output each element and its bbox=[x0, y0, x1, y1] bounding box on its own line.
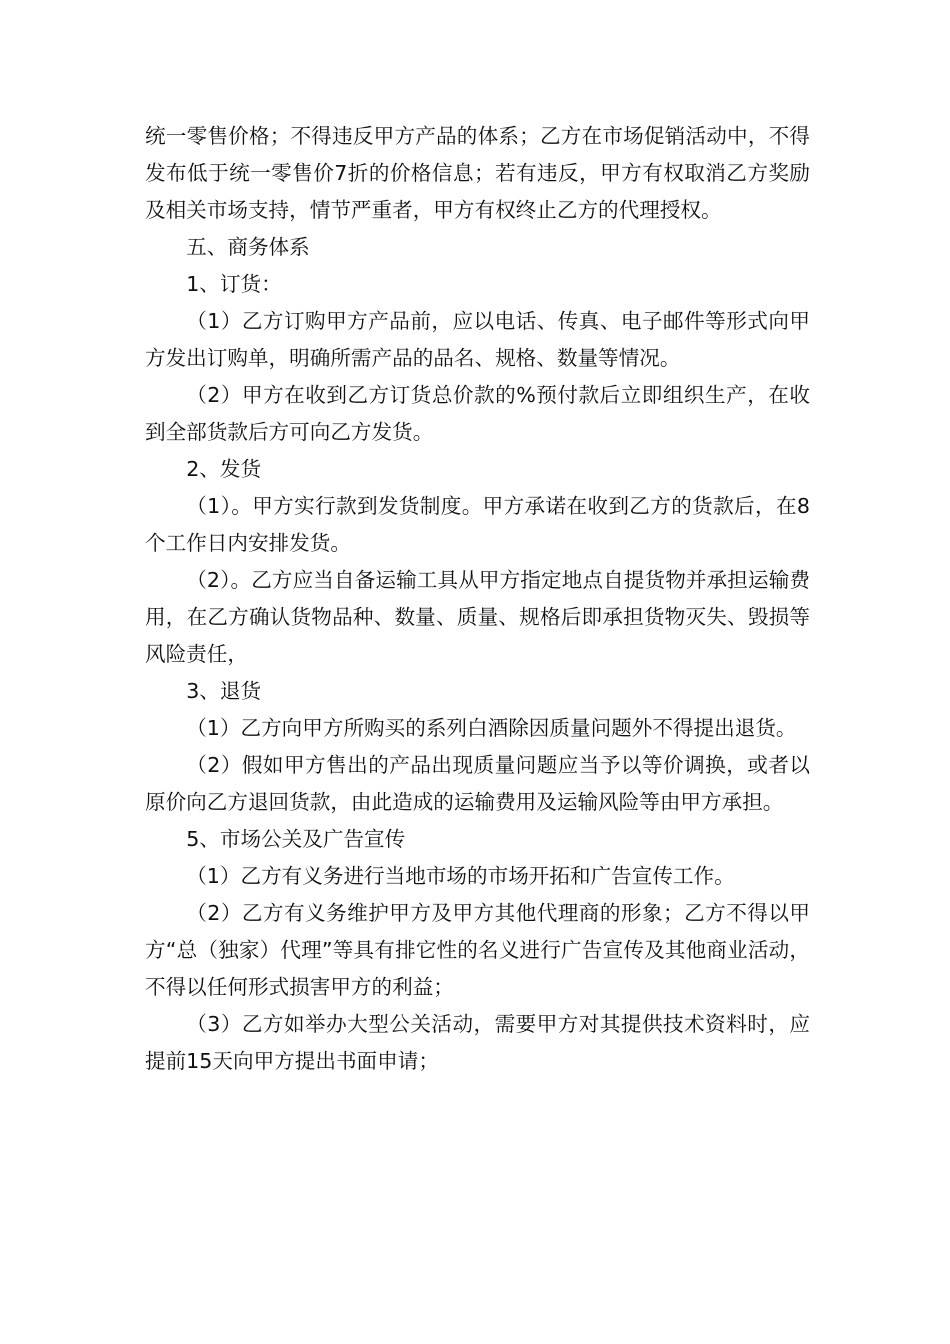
section-heading-business-system: 五、商务体系 bbox=[186, 235, 310, 259]
subheading-public-relations: 5、市场公关及广告宣传 bbox=[186, 827, 406, 851]
paragraph-returns-1: （1）乙方向甲方所购买的系列白酒除因质量问题外不得提出退货。 bbox=[186, 716, 797, 740]
paragraph-shipping-2: （2）。乙方应当自备运输工具从甲方指定地点自提货物并承担运输费用，在乙方确认货物品种、数量、质量、规格后即承担货物灭失、毁损等风险责任， bbox=[145, 568, 810, 666]
paragraph-pr-3: （3）乙方如举办大型公关活动，需要甲方对其提供技术资料时，应提前15天向甲方提出书面申请； bbox=[145, 1012, 810, 1073]
paragraph-ordering-1: （1）乙方订购甲方产品前，应以电话、传真、电子邮件等形式向甲方发出订购单，明确所需产品的品名、规格、数量等情况。 bbox=[145, 309, 810, 370]
paragraph-continuation: 统一零售价格；不得违反甲方产品的体系；乙方在市场促销活动中，不得发布低于统一零售价7折的价格信息；若有违反，甲方有权取消乙方奖励及相关市场支持，情节严重者，甲方有权终止乙方的代理授权。 bbox=[145, 124, 810, 222]
paragraph-ordering-2: （2）甲方在收到乙方订货总价款的%预付款后立即组织生产，在收到全部货款后方可向乙方发货。 bbox=[145, 383, 810, 444]
subheading-returns: 3、退货 bbox=[186, 679, 262, 703]
paragraph-pr-2: （2）乙方有义务维护甲方及甲方其他代理商的形象；乙方不得以甲方“总（独家）代理”等具有排它性的名义进行广告宣传及其他商业活动，不得以任何形式损害甲方的利益； bbox=[145, 901, 810, 999]
subheading-shipping: 2、发货 bbox=[186, 457, 262, 481]
paragraph-shipping-1: （1）。甲方实行款到发货制度。甲方承诺在收到乙方的货款后，在8个工作日内安排发货。 bbox=[145, 494, 810, 555]
document-body bbox=[145, 118, 810, 1080]
subheading-ordering: 1、订货： bbox=[186, 272, 282, 296]
paragraph-pr-1: （1）乙方有义务进行当地市场的市场开拓和广告宣传工作。 bbox=[186, 864, 735, 888]
paragraph-returns-2: （2）假如甲方售出的产品出现质量问题应当予以等价调换，或者以原价向乙方退回货款，由此造成的运输费用及运输风险等由甲方承担。 bbox=[145, 753, 810, 814]
